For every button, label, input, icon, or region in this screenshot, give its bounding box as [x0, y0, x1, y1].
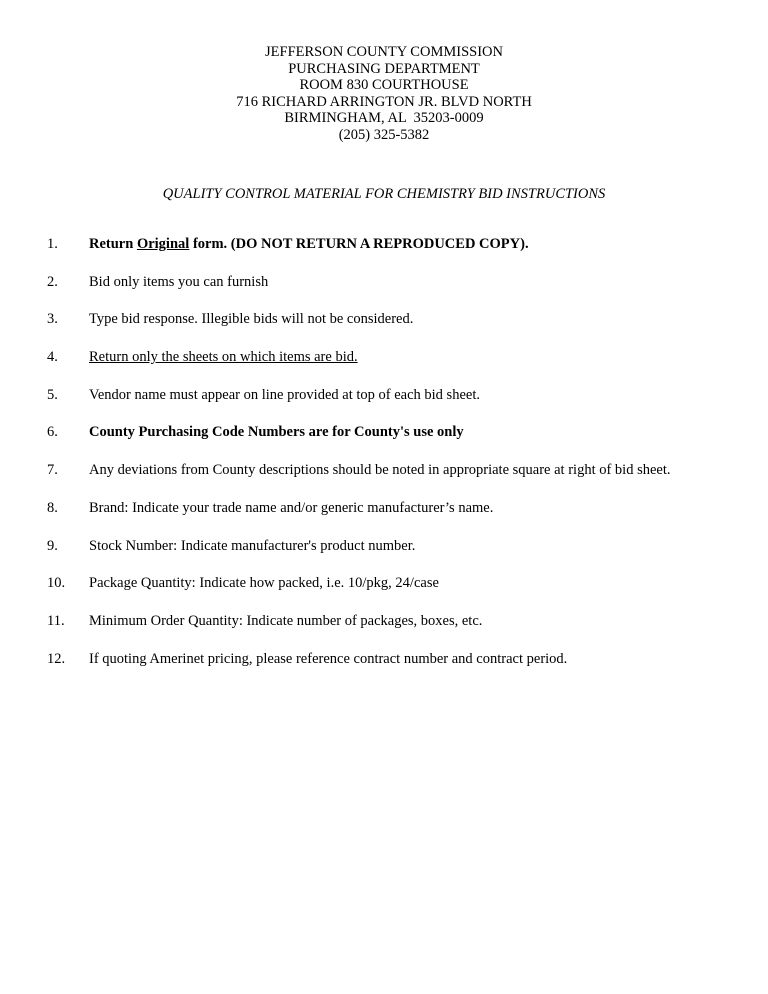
letterhead: [0, 44, 768, 144]
item-text: Package Quantity: Indicate how packed, i.e. 10/pkg, 24/case: [89, 575, 439, 592]
item-text: Any deviations from County descriptions should be noted in appropriate square at right of bid sheet.: [89, 462, 671, 479]
item-text: Brand: Indicate your trade name and/or generic manufacturer’s name.: [89, 499, 494, 516]
list-item: [47, 236, 747, 274]
item-text: County Purchasing Code Numbers are for County's use only: [89, 424, 464, 441]
item-number: 5.: [47, 386, 58, 403]
header-line-city: BIRMINGHAM, AL 35203-0009: [284, 110, 484, 127]
item-text: Type bid response. Illegible bids will not be considered.: [89, 311, 414, 328]
document-title: QUALITY CONTROL MATERIAL FOR CHEMISTRY BID INSTRUCTIONS: [162, 186, 606, 202]
list-item: [47, 538, 747, 576]
list-item: [47, 311, 747, 349]
item-number: 9.: [47, 537, 58, 554]
list-item: [47, 575, 747, 613]
item-number: 3.: [47, 311, 58, 328]
item-text: Return only the sheets on which items are bid.: [89, 349, 358, 366]
item-number: 12.: [47, 650, 66, 667]
list-item: [47, 424, 747, 462]
item-text: [89, 236, 747, 253]
item-number: 11.: [47, 612, 65, 629]
list-item: [47, 349, 747, 387]
item-number: 7.: [47, 462, 58, 479]
item-text: Bid only items you can furnish: [89, 273, 269, 290]
item-text: Stock Number: Indicate manufacturer's product number.: [89, 537, 416, 554]
item-text: If quoting Amerinet pricing, please reference contract number and contract period.: [89, 650, 568, 667]
list-item: [47, 274, 747, 312]
header-line-organization: JEFFERSON COUNTY COMMISSION: [265, 44, 503, 60]
item-number: 10.: [47, 575, 66, 592]
item-text-part: form. (DO NOT RETURN A REPRODUCED COPY).: [189, 236, 529, 252]
item-text-part: Return: [89, 236, 137, 252]
item-number: 8.: [47, 499, 58, 516]
header-line-department: PURCHASING DEPARTMENT: [288, 60, 480, 77]
list-item: [47, 500, 747, 538]
list-item: [47, 613, 747, 651]
list-item: [47, 387, 747, 425]
item-number: 2.: [47, 273, 58, 290]
item-text-emphasis: Original: [136, 236, 190, 252]
instruction-list: [47, 236, 747, 688]
item-text: Vendor name must appear on line provided at top of each bid sheet.: [89, 386, 480, 403]
item-number: 4.: [47, 349, 58, 366]
header-line-phone: (205) 325-5382: [338, 126, 430, 143]
item-number: 1.: [47, 236, 58, 252]
header-line-street: 716 RICHARD ARRINGTON JR. BLVD NORTH: [236, 93, 532, 110]
list-item: [47, 651, 747, 689]
list-item: [47, 462, 747, 500]
header-line-room: ROOM 830 COURTHOUSE: [299, 77, 469, 94]
item-number: 6.: [47, 424, 58, 441]
item-text: Minimum Order Quantity: Indicate number of packages, boxes, etc.: [89, 612, 483, 629]
